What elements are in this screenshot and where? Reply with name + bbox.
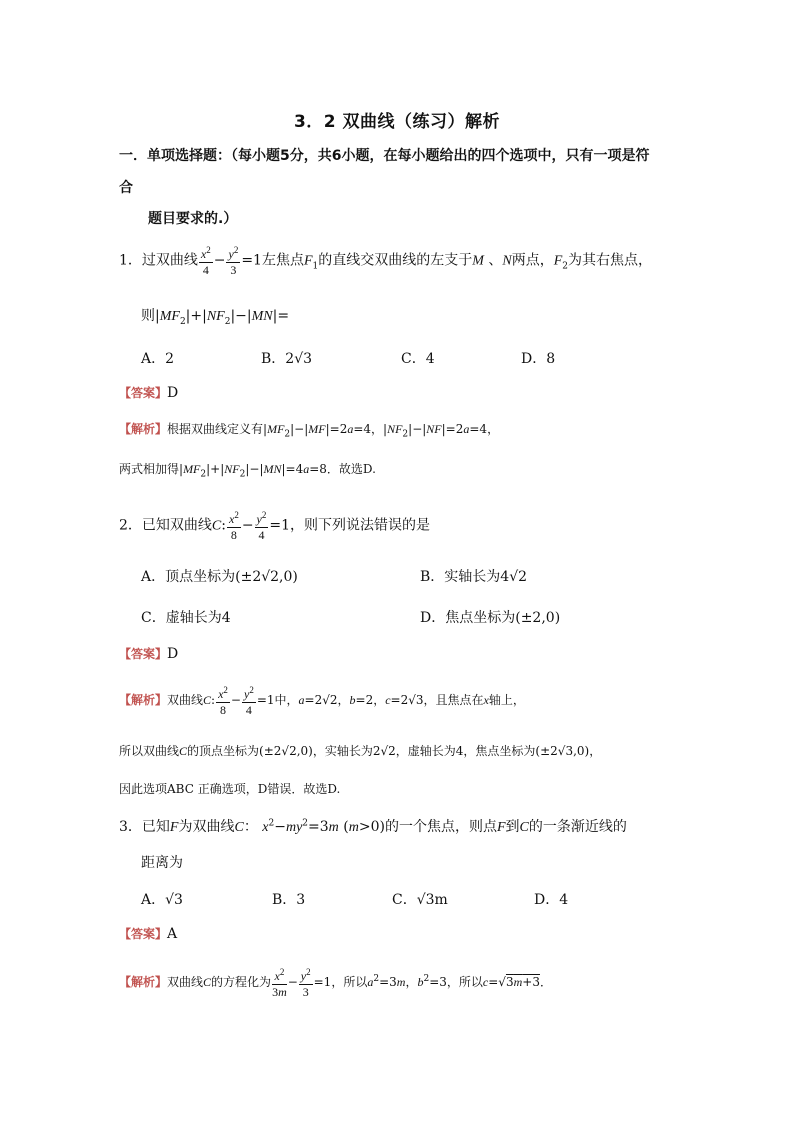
q2-option-b: B．实轴长为4√2: [420, 569, 528, 585]
q2-option-c: C．虚轴长为4: [141, 610, 231, 626]
q3-option-a: A．√3: [141, 892, 183, 908]
section-heading-cont2: 题目要求的.）: [148, 211, 238, 227]
q3-option-c: C．√3m: [392, 892, 448, 908]
section-heading: 一．单项选择题：（每小题5分，共6小题，在每小题给出的四个选项中，只有一项是符: [119, 148, 650, 164]
q1-option-d: D．8: [521, 351, 556, 367]
q1-explanation: 【解析】根据双曲线定义有$|MF_2|-|MF|=2a=4$，$|NF_2|-|NF|=2a=4$，: [119, 422, 500, 440]
q2-option-a: A．顶点坐标为(±2√2,0): [141, 569, 298, 585]
q2-answer: 【答案】D: [119, 646, 179, 662]
section-heading-cont: 合: [119, 180, 133, 196]
q1-option-a: A．2: [141, 351, 175, 367]
q1-explanation-2: 两式相加得$|MF_2|+|NF_2|-|MN|=4a=8$．故选D.: [119, 462, 376, 480]
q2-explanation-2: 所以双曲线C的顶点坐标为(±2√2,0)，实轴长为2√2，虚轴长为4，焦点坐标为(±2√3,0)，: [119, 744, 602, 758]
q1-answer: 【答案】D: [119, 385, 179, 401]
q3-option-b: B．3: [272, 892, 306, 908]
q3-answer: 【答案】A: [119, 926, 178, 942]
q2-explanation: 【解析】双曲线C: $\frac{x^2}{8}$ − $\frac{y^2}{4}$ =1中，a=2√2，b=2，c=2√3，且焦点在x轴上，: [119, 685, 525, 717]
document-title: 3．2 双曲线（练习）解析: [293, 112, 501, 132]
question-1-line2: 则$|MF_2|+|NF_2|-|MN|=$: [141, 308, 290, 327]
q1-option-c: C．4: [401, 351, 435, 367]
question-1: 1．过双曲线 $\frac{x^2}{4}$ − $\frac{y^2}{3}$ =1左焦点$F_1$的直线交双曲线的左支于M 、N两点，$F_2$为其右焦点，: [119, 245, 653, 277]
q2-explanation-3: 因此选项ABC 正确选项，D错误．故选D.: [119, 782, 341, 796]
q2-option-d: D．焦点坐标为(±2,0): [420, 610, 561, 626]
q3-explanation: 【解析】双曲线C的方程化为 $\frac{x^2}{3m}$ − $\frac{y^2}{3}$ =1，所以$a^2=3m$，$b^2=3$，所以c=√3m+3．: [119, 967, 552, 999]
q1-option-b: B．2√3: [261, 351, 313, 367]
question-3-line2: 距离为: [141, 855, 183, 871]
question-2: 2．已知双曲线C: $\frac{x^2}{8}$ − $\frac{y^2}{4}$ =1，则下列说法错误的是: [119, 510, 431, 542]
question-3: 3．已知F为双曲线C： $x^2-my^2=3m$ (m>0)的一个焦点，则点F到C的一条渐近线的: [119, 818, 627, 835]
q3-option-d: D．4: [534, 892, 569, 908]
